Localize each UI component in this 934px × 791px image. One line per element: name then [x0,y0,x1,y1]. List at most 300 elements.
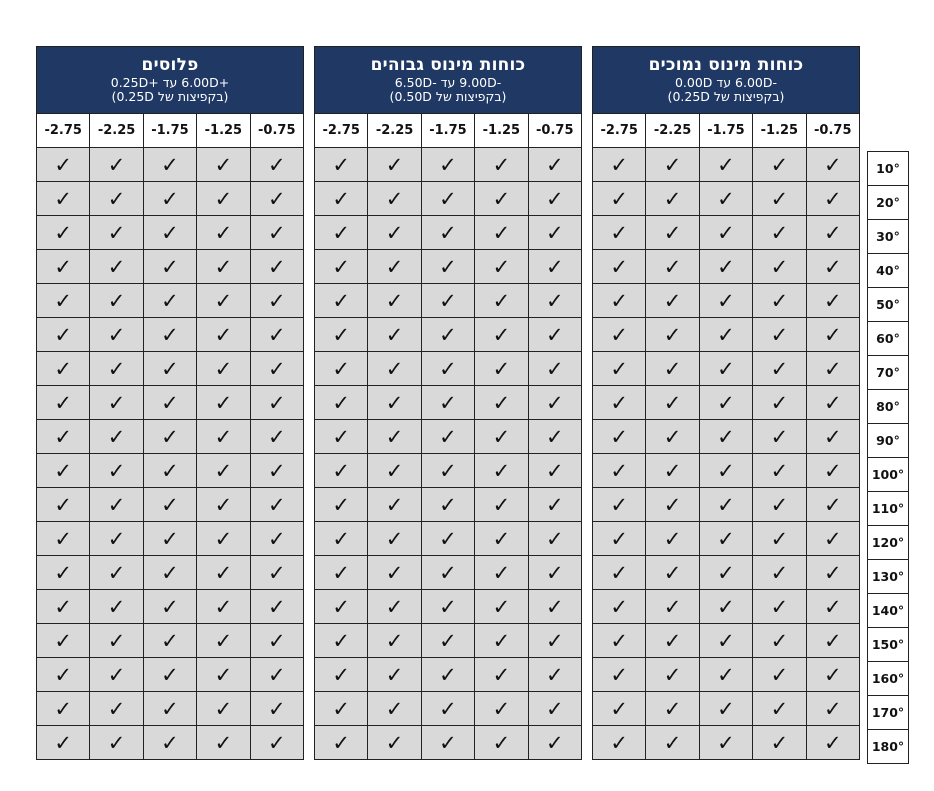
checkmark-icon: ✓ [107,322,126,347]
check-cell [699,658,752,692]
check-cell [646,420,699,454]
checkmark-icon: ✓ [770,560,789,585]
check-cell [699,420,752,454]
check-cell [699,284,752,318]
checkmark-icon: ✓ [332,288,350,313]
checkmark-icon: ✓ [823,152,842,177]
check-cell [90,148,143,182]
checkmark-icon: ✓ [823,492,842,517]
checkmark-icon: ✓ [545,356,564,381]
checkmark-icon: ✓ [107,152,126,177]
check-cell [368,182,421,216]
check-cell [475,352,528,386]
check-cell [646,556,699,590]
check-cell [753,590,806,624]
check-cell [143,590,196,624]
check-cell [475,148,528,182]
checkmark-icon: ✓ [161,730,179,755]
group-step: (בקפיצות של 0.50D) [389,88,507,104]
axis-row [868,458,909,492]
table-row [37,590,304,624]
check-cell [250,726,303,760]
column-header-value: -2.25 [90,114,143,148]
checkmark-icon: ✓ [214,390,233,415]
axis-label: 160° [868,662,909,696]
table-row [37,148,304,182]
checkmark-icon: ✓ [545,152,564,177]
axis-row [868,356,909,390]
check-cell [806,182,859,216]
checkmark-icon: ✓ [439,458,457,483]
axis-row [868,390,909,424]
check-cell [197,250,250,284]
check-cell [143,522,196,556]
checkmark-icon: ✓ [717,390,735,415]
check-cell [593,556,646,590]
check-cell [593,420,646,454]
check-cell [646,726,699,760]
check-cell [250,182,303,216]
check-cell [315,250,368,284]
table-row [37,488,304,522]
checkmark-icon: ✓ [54,560,72,585]
check-cell [528,522,581,556]
group-title: פלוסים [141,55,199,76]
checkmark-icon: ✓ [332,662,350,687]
checkmark-icon: ✓ [385,662,404,687]
group-header [593,47,860,114]
axis-row [868,526,909,560]
checkmark-icon: ✓ [610,696,628,721]
check-cell [753,726,806,760]
checkmark-icon: ✓ [267,152,286,177]
check-cell [593,488,646,522]
checkmark-icon: ✓ [823,356,842,381]
check-cell [699,726,752,760]
checkmark-icon: ✓ [610,356,628,381]
checkmark-icon: ✓ [54,288,72,313]
axis-row [868,152,909,186]
checkmark-icon: ✓ [717,696,735,721]
table-row [315,148,582,182]
check-cell [143,148,196,182]
checkmark-icon: ✓ [717,254,735,279]
table-row [593,454,860,488]
check-cell [699,556,752,590]
check-cell [143,250,196,284]
check-cell [753,318,806,352]
check-cell [90,556,143,590]
checkmark-icon: ✓ [214,356,233,381]
check-cell [646,318,699,352]
checkmark-icon: ✓ [823,458,842,483]
checkmark-icon: ✓ [107,594,126,619]
check-cell [699,624,752,658]
axis-row [868,594,909,628]
column-header-value: -1.75 [699,114,752,148]
table-row [593,182,860,216]
check-cell [593,216,646,250]
checkmark-icon: ✓ [214,152,233,177]
table-row [593,658,860,692]
check-cell [37,522,90,556]
check-cell [753,216,806,250]
check-cell [143,488,196,522]
check-cell [90,692,143,726]
checkmark-icon: ✓ [663,288,682,313]
check-cell [143,658,196,692]
check-cell [475,658,528,692]
checkmark-icon: ✓ [717,594,735,619]
check-cell [806,522,859,556]
check-cell [593,318,646,352]
checkmark-icon: ✓ [717,152,735,177]
checkmark-icon: ✓ [610,628,628,653]
check-cell [699,590,752,624]
check-cell [197,522,250,556]
check-cell [528,692,581,726]
check-cell [315,182,368,216]
check-cell [143,454,196,488]
check-cell [368,692,421,726]
checkmark-icon: ✓ [770,390,789,415]
check-cell [315,658,368,692]
check-cell [368,318,421,352]
checkmark-icon: ✓ [663,152,682,177]
check-cell [421,488,474,522]
table-row [315,352,582,386]
checkmark-icon: ✓ [823,254,842,279]
check-cell [197,454,250,488]
checkmark-icon: ✓ [663,220,682,245]
checkmark-icon: ✓ [332,186,350,211]
axis-label: 140° [868,594,909,628]
checkmark-icon: ✓ [332,458,350,483]
table-row [593,624,860,658]
checkmark-icon: ✓ [663,730,682,755]
checkmark-icon: ✓ [161,186,179,211]
axis-row [868,424,909,458]
checkmark-icon: ✓ [267,322,286,347]
checkmark-icon: ✓ [610,458,628,483]
table-row [315,318,582,352]
check-cell [143,216,196,250]
checkmark-icon: ✓ [823,526,842,551]
check-cell [197,352,250,386]
column-header-value: -1.25 [753,114,806,148]
check-cell [528,420,581,454]
check-cell [753,182,806,216]
check-cell [593,352,646,386]
check-cell [250,488,303,522]
checkmark-icon: ✓ [663,526,682,551]
group-range: +6.00D עד +0.25D [110,74,230,90]
check-cell [37,420,90,454]
check-cell [753,148,806,182]
checkmark-icon: ✓ [54,594,72,619]
axis-column [867,151,909,764]
check-cell [753,658,806,692]
check-cell [421,658,474,692]
check-cell [421,522,474,556]
check-cell [528,148,581,182]
checkmark-icon: ✓ [214,288,233,313]
checkmark-icon: ✓ [107,730,126,755]
table-row [37,454,304,488]
checkmark-icon: ✓ [663,322,682,347]
checkmark-icon: ✓ [717,322,735,347]
checkmark-icon: ✓ [385,730,404,755]
check-cell [315,148,368,182]
table-row [315,488,582,522]
checkmark-icon: ✓ [492,628,511,653]
check-cell [250,658,303,692]
checkmark-icon: ✓ [332,628,350,653]
checkmark-icon: ✓ [610,390,628,415]
checkmark-icon: ✓ [492,458,511,483]
checkmark-icon: ✓ [332,152,350,177]
check-cell [90,522,143,556]
check-cell [646,692,699,726]
check-cell [806,692,859,726]
group-header-row [37,47,304,114]
checkmark-icon: ✓ [439,356,457,381]
check-cell [197,726,250,760]
checkmark-icon: ✓ [823,322,842,347]
check-cell [475,454,528,488]
checkmark-icon: ✓ [610,662,628,687]
check-cell [315,454,368,488]
checkmark-icon: ✓ [332,424,350,449]
table-row [315,556,582,590]
check-cell [528,556,581,590]
checkmark-icon: ✓ [54,424,72,449]
checkmark-icon: ✓ [161,526,179,551]
check-cell [143,726,196,760]
checkmark-icon: ✓ [107,424,126,449]
check-cell [528,352,581,386]
check-cell [593,692,646,726]
check-cell [593,182,646,216]
checkmark-icon: ✓ [717,356,735,381]
check-cell [37,454,90,488]
check-cell [475,590,528,624]
table-row [593,726,860,760]
check-cell [528,488,581,522]
checkmark-icon: ✓ [385,628,404,653]
check-cell [90,182,143,216]
checkmark-icon: ✓ [610,424,628,449]
checkmark-icon: ✓ [385,254,404,279]
checkmark-icon: ✓ [332,356,350,381]
check-cell [806,726,859,760]
check-cell [37,556,90,590]
check-cell [250,216,303,250]
axis-row [868,696,909,730]
checkmark-icon: ✓ [663,458,682,483]
checkmark-icon: ✓ [332,526,350,551]
table-row [315,590,582,624]
checkmark-icon: ✓ [770,152,789,177]
group-header-row [593,47,860,114]
check-cell [646,522,699,556]
axis-label: 170° [868,696,909,730]
checkmark-icon: ✓ [332,594,350,619]
check-cell [475,556,528,590]
checkmark-icon: ✓ [439,424,457,449]
checkmark-icon: ✓ [545,254,564,279]
check-cell [475,522,528,556]
checkmark-icon: ✓ [385,594,404,619]
check-cell [250,386,303,420]
check-cell [475,386,528,420]
check-cell [753,454,806,488]
column-header-value: -0.75 [528,114,581,148]
table-row [593,148,860,182]
check-cell [315,352,368,386]
checkmark-icon: ✓ [545,696,564,721]
checkmark-icon: ✓ [385,492,404,517]
check-cell [806,148,859,182]
check-cell [753,386,806,420]
checkmark-icon: ✓ [439,526,457,551]
check-cell [143,624,196,658]
checkmark-icon: ✓ [161,152,179,177]
checkmark-icon: ✓ [770,220,789,245]
checkmark-icon: ✓ [823,424,842,449]
checkmark-icon: ✓ [545,594,564,619]
check-cell [421,352,474,386]
table-row [315,182,582,216]
table-row [37,420,304,454]
check-cell [699,386,752,420]
checkmark-icon: ✓ [107,662,126,687]
check-cell [90,386,143,420]
axis-row [868,730,909,764]
checkmark-icon: ✓ [267,390,286,415]
column-header-value: -0.75 [806,114,859,148]
check-cell [90,318,143,352]
checkmark-icon: ✓ [610,492,628,517]
check-cell [806,556,859,590]
table-row [315,692,582,726]
check-cell [699,522,752,556]
check-cell [806,658,859,692]
checkmark-icon: ✓ [161,424,179,449]
checkmark-icon: ✓ [439,560,457,585]
check-cell [250,420,303,454]
check-cell [699,454,752,488]
checkmark-icon: ✓ [385,696,404,721]
checkmark-icon: ✓ [267,730,286,755]
checkmark-icon: ✓ [332,220,350,245]
checkmark-icon: ✓ [610,560,628,585]
checkmark-icon: ✓ [610,730,628,755]
check-cell [37,488,90,522]
check-cell [593,386,646,420]
check-cell [143,352,196,386]
checkmark-icon: ✓ [610,526,628,551]
check-cell [90,250,143,284]
table-row [37,352,304,386]
checkmark-icon: ✓ [332,322,350,347]
checkmark-icon: ✓ [717,730,735,755]
check-cell [806,318,859,352]
check-cell [421,692,474,726]
axis-row [868,288,909,322]
check-cell [528,726,581,760]
check-cell [593,726,646,760]
check-cell [421,284,474,318]
check-cell [197,182,250,216]
checkmark-icon: ✓ [823,390,842,415]
table-row [37,522,304,556]
column-header-value: -2.25 [368,114,421,148]
check-cell [143,556,196,590]
table-row [37,386,304,420]
check-cell [250,624,303,658]
check-cell [250,692,303,726]
table-row [315,386,582,420]
table-row [37,726,304,760]
group-title: כוחות מינוס גבוהים [370,55,526,76]
checkmark-icon: ✓ [823,696,842,721]
check-cell [37,658,90,692]
table-row [593,250,860,284]
check-cell [528,658,581,692]
check-cell [197,318,250,352]
check-cell [37,182,90,216]
axis-label: 120° [868,526,909,560]
checkmark-icon: ✓ [717,220,735,245]
table-row [315,284,582,318]
checkmark-icon: ✓ [267,186,286,211]
check-cell [806,590,859,624]
check-cell [90,284,143,318]
column-header-value: -2.75 [315,114,368,148]
table-row [37,658,304,692]
table-row [593,386,860,420]
checkmark-icon: ✓ [439,322,457,347]
table-row [315,420,582,454]
check-cell [646,148,699,182]
table-row [37,182,304,216]
checkmark-icon: ✓ [385,526,404,551]
checkmark-icon: ✓ [267,526,286,551]
check-cell [197,658,250,692]
check-cell [806,250,859,284]
check-cell [368,420,421,454]
checkmark-icon: ✓ [492,696,511,721]
checkmark-icon: ✓ [492,288,511,313]
checkmark-icon: ✓ [663,492,682,517]
checkmark-icon: ✓ [439,390,457,415]
table-row [315,250,582,284]
checkmark-icon: ✓ [823,186,842,211]
checkmark-icon: ✓ [770,288,789,313]
check-cell [197,488,250,522]
check-cell [475,284,528,318]
checkmark-icon: ✓ [717,186,735,211]
check-cell [37,726,90,760]
check-cell [475,318,528,352]
lens-table-high-minus [314,46,582,760]
checkmark-icon: ✓ [107,492,126,517]
checkmark-icon: ✓ [54,526,72,551]
checkmark-icon: ✓ [770,356,789,381]
check-cell [699,148,752,182]
checkmark-icon: ✓ [770,526,789,551]
